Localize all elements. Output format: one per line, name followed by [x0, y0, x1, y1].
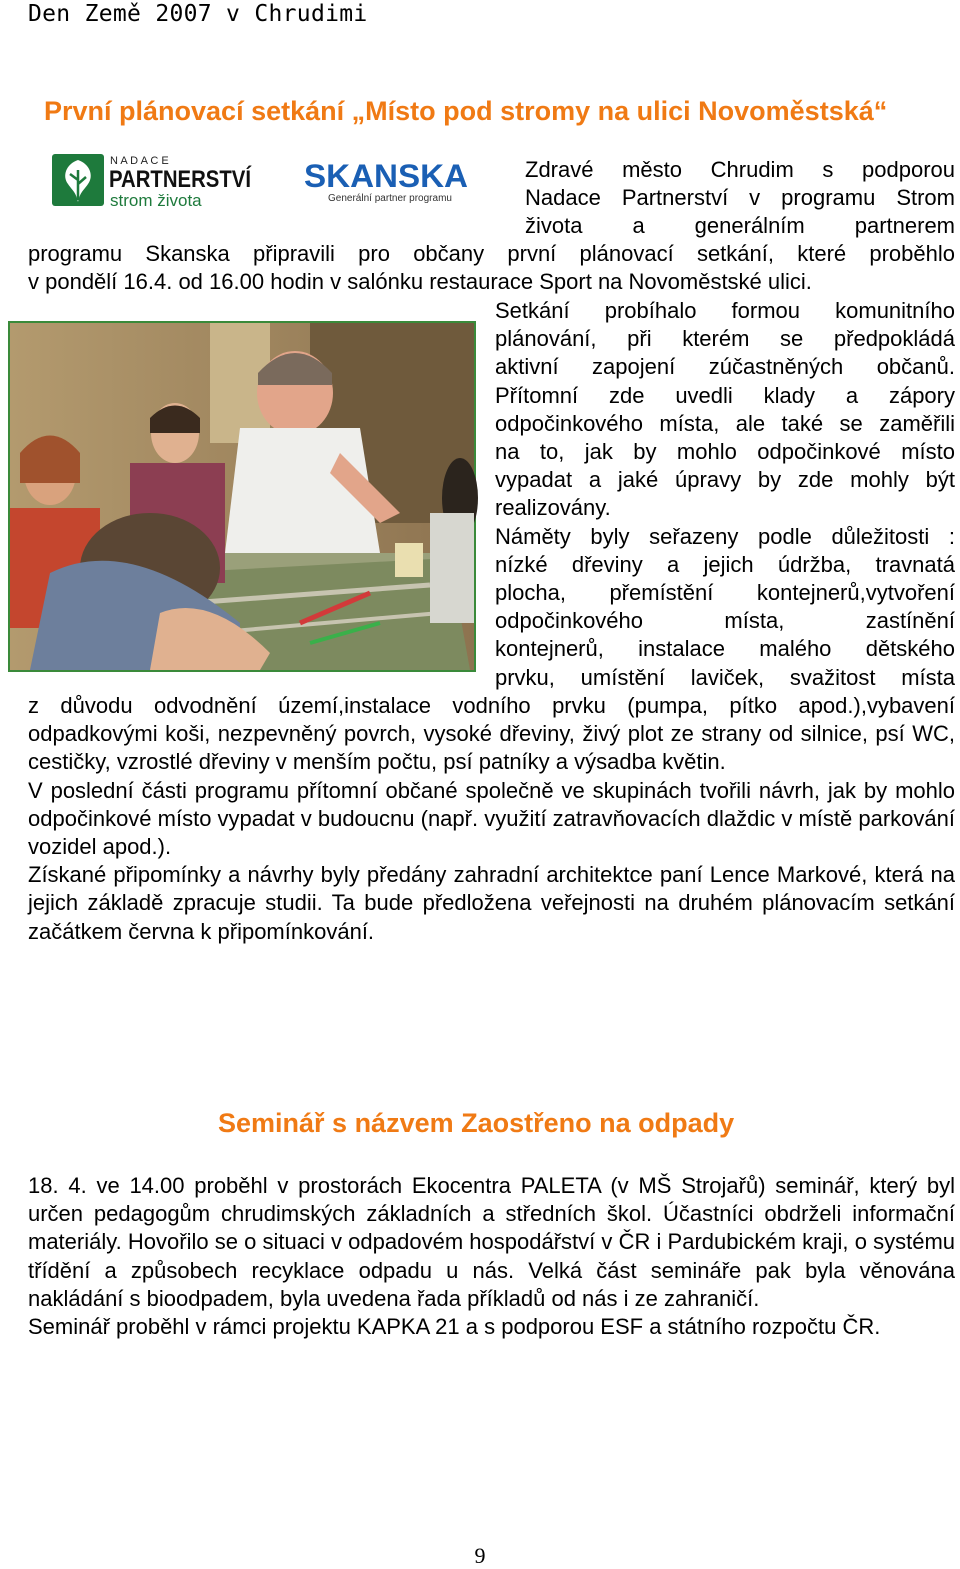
body-paragraph: V poslední části programu přítomní občané společně ve skupinách tvořili návrh, jak by mohlo odpočinkové místo vypadat v budoucnu (např. využití zatravňovacích dlaždic v místě parkování vozidel apod.). — [28, 777, 955, 860]
side-line: Přítomní zde uvedli klady a zápory — [495, 382, 955, 408]
body-paragraph: Získané připomínky a návrhy byly předány zahradní architektce paní Lence Markové, která na jejich základě zpracuje studii. Ta bude předložena veřejnosti na druhém plánovacím setkání začátkem června k připomínkování. — [28, 862, 955, 944]
page-number: 9 — [474, 1543, 486, 1568]
partnerstvi-logo-top: N A D A C E — [110, 155, 169, 167]
side-text-block — [495, 297, 955, 692]
side-line: na to, jak by mohlo odpočinkové místo — [495, 439, 955, 465]
intro-line: Zdravé město Chrudim s podporou — [525, 157, 955, 182]
section2-body — [28, 1172, 955, 1341]
side-line: Setkání probíhalo formou komunitního — [495, 298, 955, 323]
partnerstvi-logo — [52, 152, 277, 210]
side-line: Náměty byly seřazeny podle důležitosti : — [495, 523, 955, 549]
body-paragraph: Seminář proběhl v rámci projektu KAPKA 21 a s podporou ESF a státního rozpočtu ČR. — [28, 1314, 881, 1340]
meeting-photo — [8, 321, 476, 672]
side-line: plánování, při kterém se předpokládá — [495, 326, 955, 352]
intro-full-block — [28, 240, 955, 296]
side-line: kontejnerů, instalace malého dětského — [495, 636, 955, 662]
body-paragraph: z důvodu odvodnění území,instalace vodního prvku (pumpa, pítko apod.),vybavení odpadkovými koši, nezpevněný povrch, vysoké dřeviny, živý plot ze strany od silnice, psí WC, cestičky, vzrostlé dřeviny v menším počtu, psí patníky a výsadba květin. — [28, 693, 955, 775]
intro-right-block — [525, 156, 955, 241]
side-line: nízké dřeviny a jejich údržba, travnatá — [495, 551, 955, 577]
body-paragraph: 18. 4. ve 14.00 proběhl v prostorách Ekocentra PALETA (v MŠ Strojařů) seminář, který byl určen pedagogům chrudimských základních a středních škol. Účastníci obdrželi informační materiály. Hovořilo se o situaci v odpadovém hospodářství v ČR i Pardubickém kraji, o systému třídění a způsobech recyklace odpadu u nás. Velká část semináře pak byla věnována nakládání s bioodpadem, byla uvedena řada příkladů od nás i ze zahraničí. — [28, 1173, 955, 1311]
partnerstvi-logo-sub: strom života — [110, 191, 202, 210]
side-line: aktivní zapojení zúčastněných občanů. — [495, 354, 955, 380]
page-header: Den Země 2007 v Chrudimi — [28, 1, 368, 27]
skanska-logo — [302, 157, 472, 205]
section1-heading: První plánovací setkání „Místo pod stromy na ulici Novoměstská“ — [44, 96, 888, 126]
intro-full-line: v pondělí 16.4. od 16.00 hodin v salónku restaurace Sport na Novoměstské ulici. — [28, 269, 812, 295]
skanska-logo-sub: Generální partner programu — [328, 193, 452, 204]
side-line: realizovány. — [495, 495, 611, 521]
intro-full-line: programu Skanska připravili pro občany první plánovací setkání, které proběhlo — [28, 241, 955, 266]
side-line: vypadat a jaké úpravy by zde mohly být — [495, 467, 955, 493]
intro-line: Nadace Partnerství v programu Strom — [525, 185, 955, 211]
section2-heading: Seminář s názvem Zaostřeno na odpady — [218, 1108, 735, 1138]
skanska-logo-main: SKANSKA — [304, 158, 468, 194]
partnerstvi-logo-main: PARTNERSTVÍ — [109, 166, 277, 193]
side-line: plocha, přemístění kontejnerů,vytvoření — [495, 580, 955, 606]
section1-body — [28, 692, 955, 946]
side-line: odpočinkového místa, ale také se zaměřili — [495, 410, 955, 436]
intro-line: života a generálním partnerem — [525, 213, 955, 239]
side-line: prvku, umístění laviček, svažitost místa — [495, 664, 955, 690]
side-line: odpočinkového místa, zastínění — [495, 608, 955, 634]
